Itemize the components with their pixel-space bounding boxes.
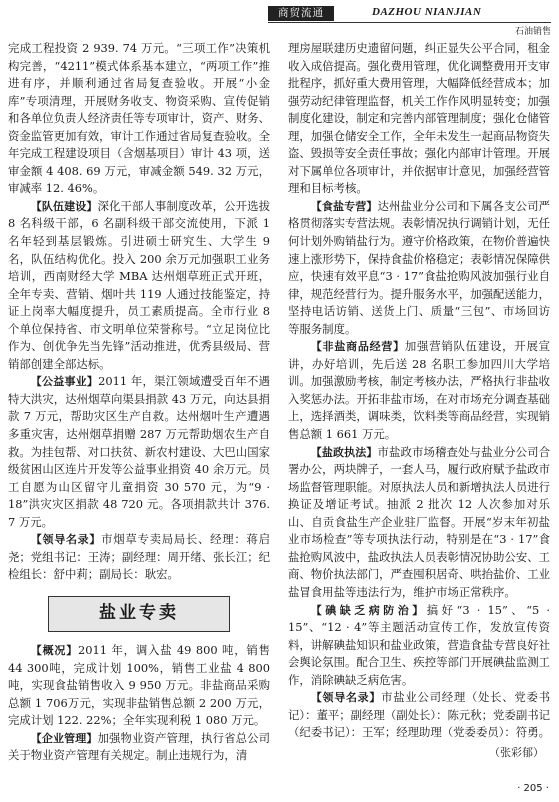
left-column [8,40,270,765]
entry-heading: 【概况】 [30,643,79,657]
paragraph [8,531,270,584]
paragraph: 完成工程投资 2 939. 74 万元。“三项工作”决策机构完善，“4211”模式体系基本建立，“两项工作”推进有序，并顺利通过省局复查验收。开展“小金库”专项清理，开展财务收支、物资采购、宣传促销和各单位负责人经济责任等专项审计，资产、财务、资金监管更加有效，审计工作通过省局复查验收。全年完成工程建设项目（含烟基项目）审计 43 项，送审金额 4 408. 69 万元，审减金额 549. 32 万元，审减率 12. 46%。 [8,41,270,196]
entry-heading: 【领导名录】 [30,533,102,547]
paragraph [8,642,270,730]
paragraph [288,338,550,443]
entry-text: 市烟草专卖局局长、经理：蒋启尧；党组书记：王涛；副经理：周开绪、张长江；纪检组长：舒中莉；副局长：耿宏。 [8,532,270,582]
entry-text: 深化干部人事制度改革，公开选拔 8 名科级干部，6 名副科级干部交流使用，下派 1 名年轻到基层锻炼。引进硕士研究生、大学生 9 名，队伍结构优化。投入 200 余万元加强职工业务培训，西南财经大学 MBA 达州烟草班正式开班，全年专卖、营销、烟叶共 119 人通过技能鉴定，持证上岗率大幅度提升，员工素质提高。全市行业 8 个单位保持省、市文明单位荣誉称号。“立足岗位比作为、创优争先当先锋”活动推进，优秀县级局、营销部创建全部达标。 [8,198,270,371]
entry-heading: 【队伍建设】 [30,199,98,213]
right-column [288,40,550,761]
entry-text: 市盐业公司经理（处长、党委书记）：董平；副经理（副处长）：陈元秋；党委副书记（纪委书记）：王军；经理助理（党委委员）：符勇。 [288,690,550,740]
author-credit: （张彩郁） [489,745,544,759]
entry-heading: 【公益事业】 [30,375,99,389]
paragraph [8,198,270,373]
entry-heading: 【领导名录】 [310,691,382,705]
paragraph [288,602,550,690]
entry-text: 达州盐业分公司和下属各支公司严格贯彻落实专营法规。表彰情况执行调销计划，无任何计划外购销盐行为。遵守价格政策，在物价普遍快速上涨形势下，保持食盐价格稳定；表彰情况保障供应，快速有效平息“3 · 17”食盐抢购风波加强行业自律，规范经营行为。提升服务水平，加强配送能力，坚持电话访销、送货上门、质量“三包”、市场回访等服务制度。 [288,198,550,336]
header-subsection: 石油销售 [514,27,551,37]
entry-text: 2011 年，渠江领域遭受百年不遇特大洪灾，达州烟草向渠县捐款 43 万元，向达县捐款 7 万元，帮助灾区生产自救。达州烟叶生产遭遇多重灾害，达州烟草捐赠 287 万元帮助烟农生产自救。为挂包帮、对口扶贫、新农村建设、大巴山国家级贫困山区连片开发等公益事业捐资 40 余万元。员工自愿为山区留守儿童捐资 30 570 元，为“9 · 18”洪灾灾区捐款 48 720 元。各项捐款共计 376. 7 万元。 [8,374,270,529]
page-number: · 205 · [517,783,549,794]
running-header [268,6,551,36]
entry-heading: 【盐政执法】 [310,445,378,459]
paragraph [8,373,270,531]
entry-text: 加强物业资产管理，执行省总公司关于物业资产管理有关规定。制止违规行为，清 [8,730,270,763]
entry-heading: 【食盐专营】 [310,199,378,213]
paragraph: 理房屋联建历史遗留问题，纠正显失公平合同，租金收入成倍提高。强化费用管理，优化调整费用开支审批程序，抓好重大费用管理，大幅降低经营成本；加强劳动纪律管理监督，机关工作作风明显转变；加强制度化建设，制定和完善内部管理制度；强化仓储管理，加强仓储安全工作，全年未发生一起商品物资失盗、毁损等安全责任事故；强化内部审计管理。开展对下属单位各项审计，并依据审计意见，加强经营管理和目标考核。 [288,41,550,196]
yearbook-title: DAZHOU NIANJIAN [372,6,482,18]
entry-text: 市盐政市场稽查处与盐业分公司合署办公，两块牌子，一套人马，履行政府赋予盐政市场监督管理职能。对原执法人员和新增执法人员进行换证及增证考试。抽派 2 批次 12 人次参加对乐山、自贡食盐生产企业驻厂监督。开展“岁末年初盐业市场检查”等专项执法行动，特别是在“3 · 17”食盐抢购风波中，盐政执法人员表彰情况协助公安、工商、物价执法部门，严查囤积居奇、哄抬盐价、工业盐冒食用盐等违法行为，维护市场正常秩序。 [288,444,550,599]
section-tab: 商贸流通 [268,6,334,21]
entry-text: 搞好“3 · 15”、“5 · 15”、“12 · 4”等主题活动宣传工作，发放宣传资料，讲解碘盐知识和盐业政策，营造食盐专营良好社会舆论氛围。配合卫生、疾控等部门开展碘盐监测工作，消除碘缺乏病危害。 [288,602,551,687]
paragraph [288,689,550,742]
paragraph [288,444,550,602]
entry-heading: 【碘缺乏病防治】 [310,603,427,617]
entry-text: 加强营销队伍建设，开展宣讲，办好培训，先后送 28 名职工参加四川大学培训。加强激励考核，制定考核办法，严格执行非盐收入奖惩办法。开拓非盐市场，在对市场充分调查基础上，选择酒类，调味类，饮料类等商品经营，实现销售总额 1 661 万元。 [288,339,550,442]
paragraph [8,730,270,765]
header-rule [268,22,551,23]
paragraph [288,198,550,338]
entry-heading: 【企业管理】 [30,731,98,745]
section-heading: 盐业专卖 [48,596,230,632]
entry-text: 2011 年，调入盐 49 800 吨，销售 44 300吨，完成计划 100%，销售工业盐 4 800 吨，实现食盐销售收入 9 950 万元。非盐商品采购总额 1 706万元，实现非盐销售总额 2 200 万元，完成计划 122. 22%；全年实现利税 1 080 万元。 [8,642,270,728]
entry-heading: 【非盐商品经营】 [310,340,405,354]
